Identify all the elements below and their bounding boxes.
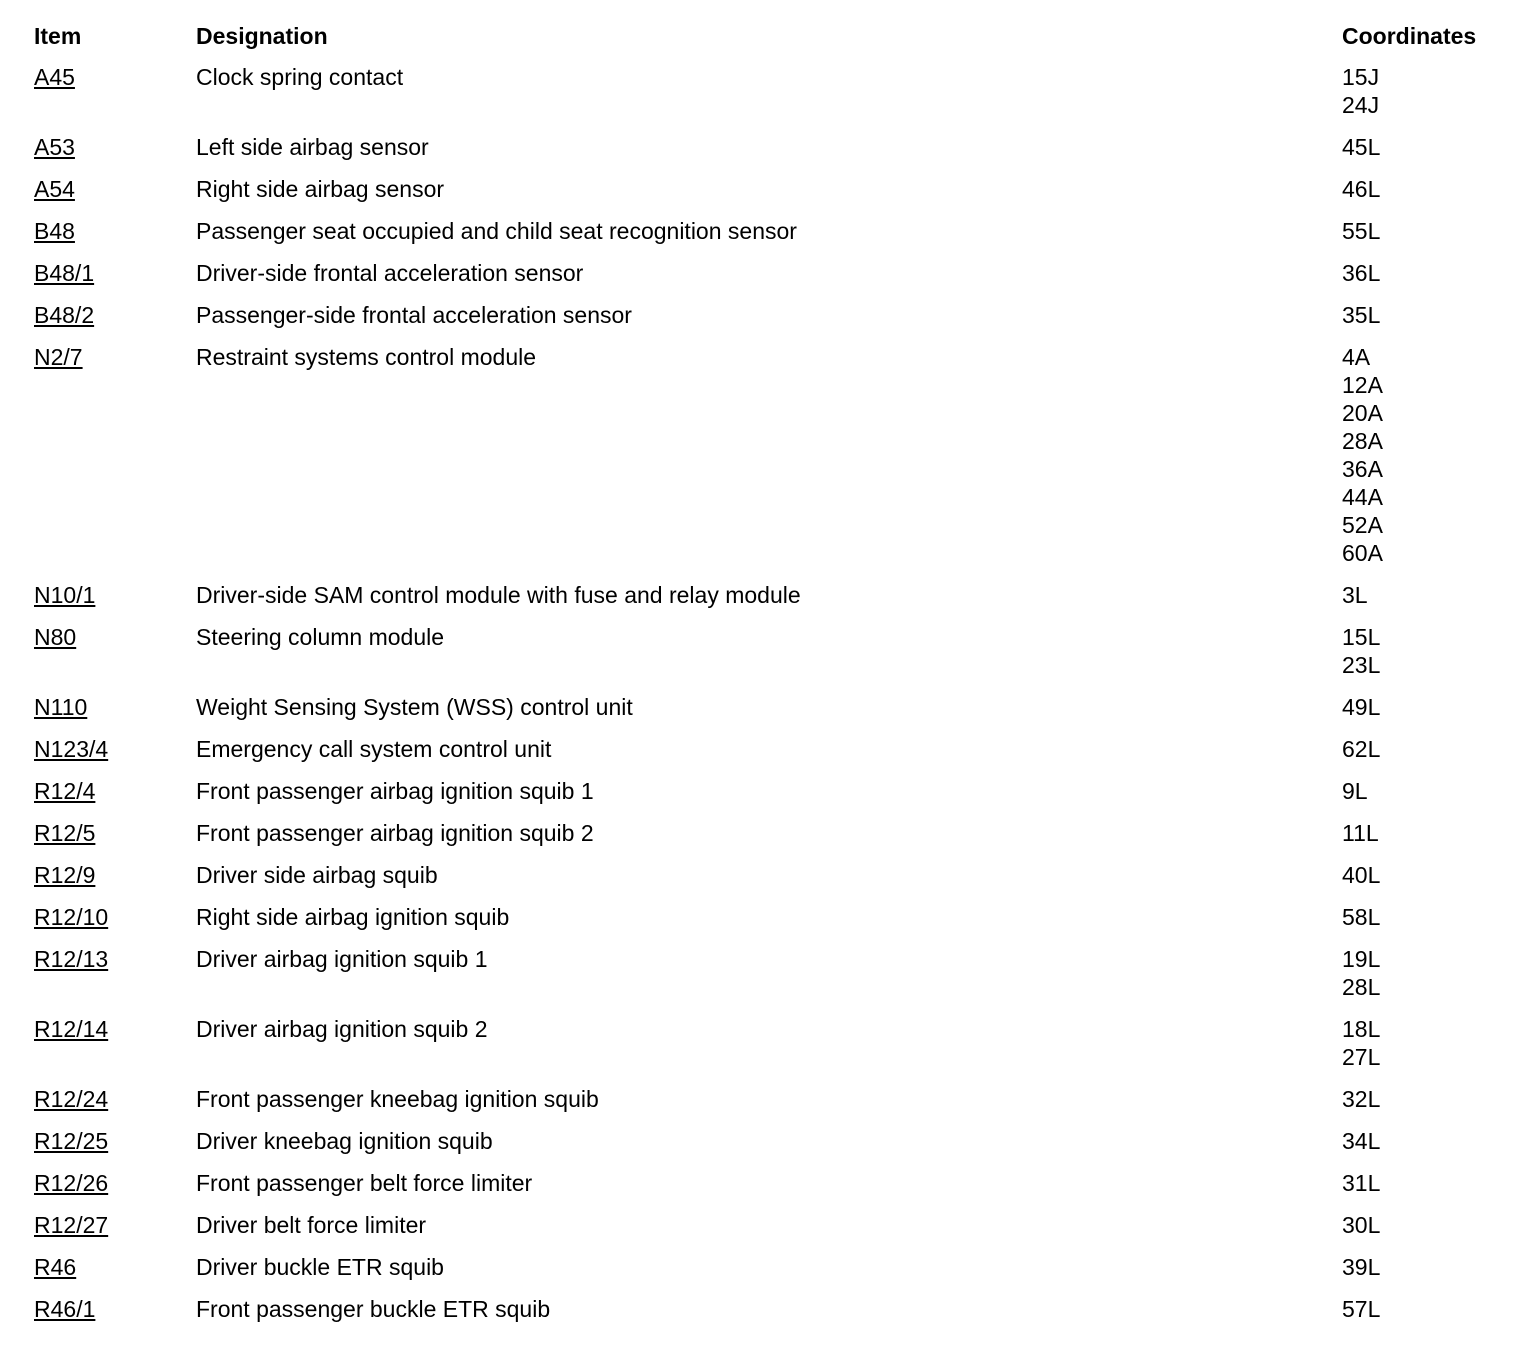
designation-cell: Steering column module xyxy=(196,624,445,650)
item-link[interactable]: R12/26 xyxy=(34,1170,109,1196)
table-row xyxy=(30,1078,1500,1120)
item-link[interactable]: A45 xyxy=(34,64,75,90)
item-link[interactable]: R12/5 xyxy=(34,820,96,846)
coordinate-value: 19L xyxy=(1342,946,1381,972)
designation-cell: Driver airbag ignition squib 2 xyxy=(196,1016,488,1042)
item-link[interactable]: R12/10 xyxy=(34,904,109,930)
item-link[interactable]: B48/1 xyxy=(34,260,95,286)
table-row xyxy=(30,56,1500,126)
coordinate-value: 40L xyxy=(1342,862,1381,888)
designation-cell: Restraint systems control module xyxy=(196,344,537,370)
component-legend-table xyxy=(30,18,1500,1330)
coordinates-cell xyxy=(1338,686,1500,728)
table-row xyxy=(30,812,1500,854)
item-cell xyxy=(30,1120,192,1162)
designation-cell: Passenger-side frontal acceleration sensor xyxy=(196,302,632,328)
designation-cell: Driver kneebag ignition squib xyxy=(196,1128,493,1154)
coordinates-cell xyxy=(1338,294,1500,336)
coordinate-value: 36A xyxy=(1342,456,1383,482)
table-row xyxy=(30,1120,1500,1162)
designation-cell: Driver buckle ETR squib xyxy=(196,1254,444,1280)
item-link[interactable]: N10/1 xyxy=(34,582,96,608)
item-link[interactable]: R12/14 xyxy=(34,1016,109,1042)
coordinates-cell xyxy=(1338,1008,1500,1078)
coordinates-cell xyxy=(1338,1162,1500,1204)
item-cell xyxy=(30,938,192,1008)
item-link[interactable]: R12/27 xyxy=(34,1212,109,1238)
header-designation: Designation xyxy=(196,23,328,49)
table-row xyxy=(30,336,1500,574)
coordinate-value: 15J xyxy=(1342,64,1380,90)
coordinate-value: 11L xyxy=(1342,820,1379,846)
table-row xyxy=(30,1246,1500,1288)
coordinate-value: 39L xyxy=(1342,1254,1381,1280)
coordinates-cell xyxy=(1338,210,1500,252)
coordinate-value: 28A xyxy=(1342,428,1383,454)
designation-cell: Driver-side frontal acceleration sensor xyxy=(196,260,584,286)
coordinates-cell xyxy=(1338,56,1500,126)
legend-body xyxy=(30,56,1500,1330)
header-coordinates: Coordinates xyxy=(1342,23,1477,49)
designation-cell: Front passenger kneebag ignition squib xyxy=(196,1086,599,1112)
table-row xyxy=(30,728,1500,770)
item-cell xyxy=(30,728,192,770)
table-row xyxy=(30,1162,1500,1204)
coordinates-cell xyxy=(1338,126,1500,168)
coordinates-cell xyxy=(1338,1120,1500,1162)
coordinate-value: 34L xyxy=(1342,1128,1381,1154)
coordinates-cell xyxy=(1338,168,1500,210)
coordinate-value: 36L xyxy=(1342,260,1381,286)
item-link[interactable]: R12/4 xyxy=(34,778,96,804)
coordinate-value: 9L xyxy=(1342,778,1368,804)
designation-cell: Driver airbag ignition squib 1 xyxy=(196,946,488,972)
designation-cell: Driver side airbag squib xyxy=(196,862,438,888)
coordinate-value: 18L xyxy=(1342,1016,1381,1042)
item-link[interactable]: R12/9 xyxy=(34,862,96,888)
item-cell xyxy=(30,616,192,686)
item-cell xyxy=(30,56,192,126)
designation-cell: Emergency call system control unit xyxy=(196,736,552,762)
item-cell xyxy=(30,770,192,812)
table-row xyxy=(30,294,1500,336)
item-cell xyxy=(30,336,192,574)
table-row xyxy=(30,574,1500,616)
coordinate-value: 20A xyxy=(1342,400,1383,426)
coordinate-value: 44A xyxy=(1342,484,1383,510)
table-row xyxy=(30,252,1500,294)
item-link[interactable]: R12/13 xyxy=(34,946,109,972)
item-cell xyxy=(30,252,192,294)
designation-cell: Driver belt force limiter xyxy=(196,1212,427,1238)
item-cell xyxy=(30,210,192,252)
coordinates-cell xyxy=(1338,938,1500,1008)
coordinates-cell xyxy=(1338,1078,1500,1120)
table-row xyxy=(30,126,1500,168)
item-cell xyxy=(30,1204,192,1246)
coordinates-cell xyxy=(1338,1246,1500,1288)
coordinates-cell xyxy=(1338,1204,1500,1246)
item-cell xyxy=(30,294,192,336)
item-cell xyxy=(30,126,192,168)
coordinate-value: 58L xyxy=(1342,904,1381,930)
item-link[interactable]: B48/2 xyxy=(34,302,95,328)
table-row xyxy=(30,854,1500,896)
item-link[interactable]: R12/24 xyxy=(34,1086,109,1112)
designation-cell: Right side airbag ignition squib xyxy=(196,904,510,930)
table-row xyxy=(30,210,1500,252)
table-row xyxy=(30,1008,1500,1078)
designation-cell: Front passenger belt force limiter xyxy=(196,1170,533,1196)
item-cell xyxy=(30,1078,192,1120)
table-row xyxy=(30,168,1500,210)
coordinate-value: 23L xyxy=(1342,652,1381,678)
designation-cell: Passenger seat occupied and child seat recognition sensor xyxy=(196,218,797,244)
item-link[interactable]: B48 xyxy=(34,218,75,244)
coordinate-value: 15L xyxy=(1342,624,1381,650)
coordinate-value: 45L xyxy=(1342,134,1381,160)
item-cell xyxy=(30,854,192,896)
item-cell xyxy=(30,168,192,210)
coordinate-value: 60A xyxy=(1342,540,1383,566)
item-cell xyxy=(30,812,192,854)
item-link[interactable]: N110 xyxy=(34,694,88,720)
coordinates-cell xyxy=(1338,336,1500,574)
table-row xyxy=(30,616,1500,686)
coordinate-value: 57L xyxy=(1342,1296,1381,1322)
table-row xyxy=(30,938,1500,1008)
item-cell xyxy=(30,896,192,938)
coordinate-value: 24J xyxy=(1342,92,1380,118)
designation-cell: Left side airbag sensor xyxy=(196,134,429,160)
coordinate-value: 35L xyxy=(1342,302,1381,328)
item-cell xyxy=(30,1008,192,1078)
coordinate-value: 32L xyxy=(1342,1086,1381,1112)
coordinates-cell xyxy=(1338,574,1500,616)
table-row xyxy=(30,1204,1500,1246)
table-row xyxy=(30,686,1500,728)
coordinate-value: 27L xyxy=(1342,1044,1381,1070)
coordinates-cell xyxy=(1338,252,1500,294)
coordinate-value: 31L xyxy=(1342,1170,1381,1196)
designation-cell: Driver-side SAM control module with fuse and relay module xyxy=(196,582,801,608)
item-cell xyxy=(30,686,192,728)
coordinate-value: 55L xyxy=(1342,218,1381,244)
item-cell xyxy=(30,1162,192,1204)
coordinates-cell xyxy=(1338,728,1500,770)
item-link[interactable]: N2/7 xyxy=(34,344,83,370)
coordinate-value: 30L xyxy=(1342,1212,1381,1238)
coordinates-cell xyxy=(1338,812,1500,854)
item-link[interactable]: R46/1 xyxy=(34,1296,96,1322)
header-row xyxy=(30,18,1500,56)
item-cell xyxy=(30,574,192,616)
coordinate-value: 62L xyxy=(1342,736,1381,762)
coordinate-value: 49L xyxy=(1342,694,1381,720)
table-row xyxy=(30,770,1500,812)
coordinates-cell xyxy=(1338,854,1500,896)
item-cell xyxy=(30,1246,192,1288)
coordinates-cell xyxy=(1338,1288,1500,1330)
designation-cell: Front passenger airbag ignition squib 2 xyxy=(196,820,594,846)
coordinate-value: 4A xyxy=(1342,344,1371,370)
item-link[interactable]: A53 xyxy=(34,134,75,160)
table-row xyxy=(30,896,1500,938)
designation-cell: Front passenger buckle ETR squib xyxy=(196,1296,551,1322)
coordinates-cell xyxy=(1338,616,1500,686)
item-link[interactable]: A54 xyxy=(34,176,75,202)
item-link[interactable]: N80 xyxy=(34,624,77,650)
coordinate-value: 3L xyxy=(1342,582,1368,608)
table-row xyxy=(30,1288,1500,1330)
designation-cell: Clock spring contact xyxy=(196,64,404,90)
coordinates-cell xyxy=(1338,770,1500,812)
coordinates-cell xyxy=(1338,896,1500,938)
item-link[interactable]: N123/4 xyxy=(34,736,109,762)
coordinate-value: 52A xyxy=(1342,512,1383,538)
designation-cell: Front passenger airbag ignition squib 1 xyxy=(196,778,594,804)
item-link[interactable]: R46 xyxy=(34,1254,77,1280)
designation-cell: Weight Sensing System (WSS) control unit xyxy=(196,694,633,720)
designation-cell: Right side airbag sensor xyxy=(196,176,445,202)
item-link[interactable]: R12/25 xyxy=(34,1128,109,1154)
coordinate-value: 46L xyxy=(1342,176,1381,202)
coordinate-value: 12A xyxy=(1342,372,1383,398)
header-item: Item xyxy=(34,23,82,49)
coordinate-value: 28L xyxy=(1342,974,1381,1000)
item-cell xyxy=(30,1288,192,1330)
